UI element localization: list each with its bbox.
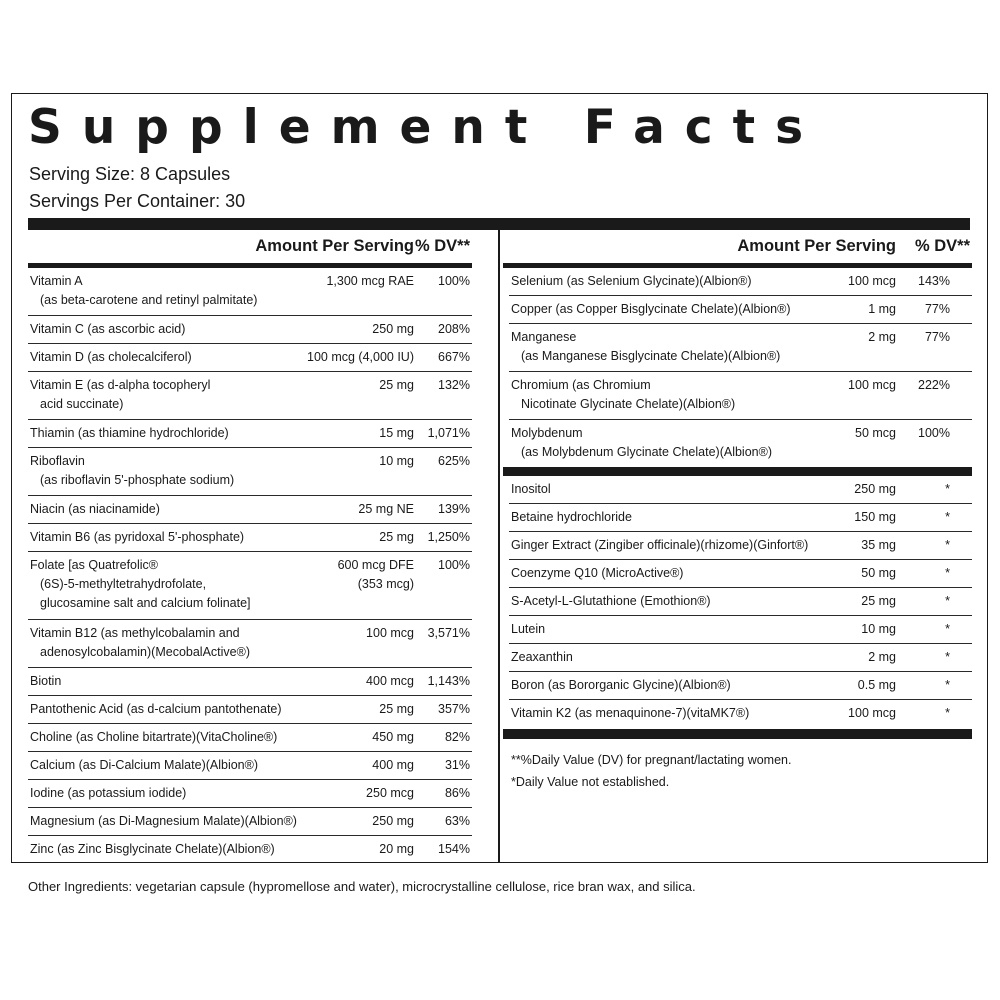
- nutrient-row: [28, 696, 472, 724]
- nutrient-amount: 2 mg: [868, 329, 896, 344]
- nutrient-amount: 50 mg: [861, 565, 896, 580]
- nutrient-row: [28, 552, 472, 620]
- nutrient-amount: 250 mg: [372, 321, 414, 336]
- footnotes: [509, 749, 972, 793]
- nutrient-name: Vitamin C (as ascorbic acid): [30, 321, 186, 336]
- nutrient-row: [509, 324, 972, 372]
- nutrient-name: Riboflavin: [30, 453, 85, 468]
- nutrient-name: Iodine (as potassium iodide): [30, 785, 187, 800]
- nutrient-row: [28, 448, 472, 496]
- nutrient-dv: 3,571%: [427, 625, 470, 640]
- nutrient-dv: 357%: [438, 701, 470, 716]
- nutrient-name: Vitamin B6 (as pyridoxal 5'-phosphate): [30, 529, 245, 544]
- nutrient-row: [28, 268, 472, 316]
- nutrient-amount: 450 mg: [372, 729, 414, 744]
- serving-size: Serving Size: 8 Capsules: [29, 164, 231, 184]
- nutrient-dv: *: [945, 621, 950, 636]
- nutrient-dv: 1,071%: [427, 425, 470, 440]
- nutrient-amount: 100 mcg: [848, 705, 896, 720]
- nutrient-amount: 20 mg: [379, 841, 414, 856]
- nutrient-name: Vitamin B12 (as methylcobalamin and: [30, 625, 240, 640]
- nutrient-name: Copper (as Copper Bisglycinate Chelate)(Albion®): [511, 301, 791, 316]
- nutrient-dv: *: [945, 481, 950, 496]
- section-divider-bar: [503, 467, 972, 476]
- nutrient-dv: 1,250%: [427, 529, 470, 544]
- dv-header: % DV**: [914, 237, 970, 255]
- nutrient-amount: 250 mg: [372, 813, 414, 828]
- nutrient-amount: 25 mg: [861, 593, 896, 608]
- dv-header: % DV**: [414, 237, 470, 255]
- nutrient-dv: *: [945, 593, 950, 608]
- dv-footnote: **%Daily Value (DV) for pregnant/lactating women.: [511, 752, 792, 767]
- nutrient-amount: 2 mg: [868, 649, 896, 664]
- nutrient-amount-primary: 600 mcg DFE: [337, 557, 414, 572]
- nutrient-amount: 100 mcg: [848, 273, 896, 288]
- nutrient-dv: *: [945, 537, 950, 552]
- servings-per-container: Servings Per Container: 30: [29, 191, 246, 211]
- panel-title: Supplement Facts: [28, 100, 824, 155]
- nutrient-name: Molybdenum: [511, 425, 583, 440]
- footnote-divider-bar: [503, 729, 972, 739]
- nutrient-name: Folate [as Quatrefolic®: [30, 557, 159, 572]
- nutrient-row: [509, 532, 972, 560]
- nutrient-name: S-Acetyl-L-Glutathione (Emothion®): [511, 593, 711, 608]
- nutrient-amount: 25 mg: [379, 701, 414, 716]
- nutrient-dv: 100%: [438, 273, 470, 288]
- nutrient-name: Magnesium (as Di-Magnesium Malate)(Albion®): [30, 813, 297, 828]
- nutrient-amount-secondary: (353 mcg): [357, 576, 414, 591]
- nutrient-name: Calcium (as Di-Calcium Malate)(Albion®): [30, 757, 259, 772]
- nutrient-name-detail: adenosylcobalamin)(MecobalActive®): [40, 644, 250, 659]
- nutrient-row: [28, 620, 472, 668]
- nutrient-name: Selenium (as Selenium Glycinate)(Albion®): [511, 273, 752, 288]
- nutrient-amount: 50 mcg: [855, 425, 896, 440]
- nutrient-name-detail: (6S)-5-methyltetrahydrofolate,: [40, 576, 207, 591]
- right-column-header: [509, 230, 972, 263]
- nutrient-row: [28, 316, 472, 344]
- nutrient-row: [509, 296, 972, 324]
- nutrient-row: [509, 672, 972, 700]
- nutrient-amount: 1,300 mcg RAE: [326, 273, 414, 288]
- nutrient-dv: 143%: [918, 273, 950, 288]
- nutrient-name: Inositol: [511, 481, 551, 496]
- nutrient-row: [509, 588, 972, 616]
- nutrient-dv: 1,143%: [427, 673, 470, 688]
- header-divider-bar: [28, 218, 970, 230]
- nutrient-dv: *: [945, 649, 950, 664]
- nutrient-row: [28, 420, 472, 448]
- nutrient-name: Vitamin D (as cholecalciferol): [30, 349, 192, 364]
- nutrient-name: Pantothenic Acid (as d-calcium pantothenate): [30, 701, 282, 716]
- nutrient-dv: 100%: [438, 557, 470, 572]
- amount-per-serving-header: Amount Per Serving: [255, 237, 414, 255]
- nutrient-name-detail: (as beta-carotene and retinyl palmitate): [40, 292, 258, 307]
- nutrient-amount: 0.5 mg: [857, 677, 896, 692]
- nutrient-amount: 250 mcg: [366, 785, 414, 800]
- nutrient-row: [28, 808, 472, 836]
- nutrient-row: [28, 496, 472, 524]
- nutrient-amount: 25 mg: [379, 529, 414, 544]
- nutrient-name-detail: (as riboflavin 5'-phosphate sodium): [40, 472, 235, 487]
- nutrient-name-detail: acid succinate): [40, 396, 124, 411]
- nutrient-row: [509, 420, 972, 467]
- nutrient-amount: 100 mcg (4,000 IU): [307, 349, 414, 364]
- nutrient-amount: 250 mg: [854, 481, 896, 496]
- amount-per-serving-header: Amount Per Serving: [737, 237, 896, 255]
- nutrient-row: [28, 780, 472, 808]
- nutrient-name: Coenzyme Q10 (MicroActive®): [511, 565, 684, 580]
- column-divider: [498, 230, 500, 863]
- nutrient-dv: 86%: [444, 785, 470, 800]
- nutrient-dv: 154%: [438, 841, 470, 856]
- nutrient-amount: 35 mg: [861, 537, 896, 552]
- nutrient-amount: 400 mg: [372, 757, 414, 772]
- nutrient-amount: 25 mg: [379, 377, 414, 392]
- nutrient-row: [28, 344, 472, 372]
- nutrient-row: [509, 372, 972, 420]
- not-established-footnote: *Daily Value not established.: [511, 774, 670, 789]
- nutrient-dv: *: [945, 705, 950, 720]
- other-ingredients: Other Ingredients: vegetarian capsule (hypromellose and water), microcrystalline cellulose, rice bran wax, and silica.: [28, 879, 696, 894]
- nutrient-dv: 139%: [438, 501, 470, 516]
- right-nutrient-column: [509, 230, 972, 793]
- nutrient-amount: 1 mg: [868, 301, 896, 316]
- left-nutrient-column: [28, 230, 472, 863]
- nutrient-name: Niacin (as niacinamide): [30, 501, 160, 516]
- nutrient-row: [28, 724, 472, 752]
- nutrient-row: [28, 372, 472, 420]
- nutrient-dv: 77%: [924, 329, 950, 344]
- nutrient-row: [28, 752, 472, 780]
- nutrient-name: Chromium (as Chromium: [511, 377, 651, 392]
- nutrient-name: Vitamin K2 (as menaquinone-7)(vitaMK7®): [511, 705, 750, 720]
- nutrient-dv: 208%: [438, 321, 470, 336]
- nutrient-dv: 667%: [438, 349, 470, 364]
- nutrient-amount: 400 mcg: [366, 673, 414, 688]
- nutrient-name-detail: glucosamine salt and calcium folinate]: [40, 595, 251, 610]
- nutrient-name-detail: Nicotinate Glycinate Chelate)(Albion®): [521, 396, 736, 411]
- nutrient-amount: 150 mg: [854, 509, 896, 524]
- nutrient-name: Vitamin A: [30, 273, 83, 288]
- nutrient-row: [28, 836, 472, 863]
- nutrient-amount: 10 mg: [861, 621, 896, 636]
- nutrient-dv: 132%: [438, 377, 470, 392]
- nutrient-dv: 82%: [444, 729, 470, 744]
- nutrient-dv: *: [945, 565, 950, 580]
- nutrient-name: Ginger Extract (Zingiber officinale)(rhizome)(Ginfort®): [511, 537, 809, 552]
- nutrient-amount: [338, 556, 414, 594]
- nutrient-dv: *: [945, 677, 950, 692]
- nutrient-name: Vitamin E (as d-alpha tocopheryl: [30, 377, 211, 392]
- nutrient-amount: 15 mg: [379, 425, 414, 440]
- nutrient-name: Choline (as Choline bitartrate)(VitaCholine®): [30, 729, 278, 744]
- nutrient-row: [28, 668, 472, 696]
- nutrient-name: Betaine hydrochloride: [511, 509, 632, 524]
- nutrient-name: Zinc (as Zinc Bisglycinate Chelate)(Albion®): [30, 841, 275, 856]
- nutrient-dv: 63%: [444, 813, 470, 828]
- nutrient-dv: 31%: [444, 757, 470, 772]
- nutrient-amount: 100 mcg: [366, 625, 414, 640]
- nutrient-dv: 222%: [918, 377, 950, 392]
- nutrient-name-detail: (as Manganese Bisglycinate Chelate)(Albion®): [521, 348, 781, 363]
- nutrient-row: [28, 524, 472, 552]
- nutrient-row: [509, 616, 972, 644]
- nutrient-name: Lutein: [511, 621, 546, 636]
- nutrient-name: Boron (as Bororganic Glycine)(Albion®): [511, 677, 731, 692]
- nutrient-row: [509, 644, 972, 672]
- left-column-header: [28, 230, 472, 263]
- nutrient-name: Manganese: [511, 329, 577, 344]
- nutrient-row: [509, 476, 972, 504]
- nutrient-row: [509, 560, 972, 588]
- nutrient-name: Thiamin (as thiamine hydrochloride): [30, 425, 229, 440]
- nutrient-amount: 25 mg NE: [358, 501, 414, 516]
- nutrient-amount: 10 mg: [379, 453, 414, 468]
- nutrient-name: Zeaxanthin: [511, 649, 573, 664]
- nutrient-dv: 100%: [918, 425, 950, 440]
- nutrient-name: Biotin: [30, 673, 62, 688]
- nutrient-dv: 77%: [924, 301, 950, 316]
- nutrient-dv: *: [945, 509, 950, 524]
- nutrient-row: [509, 700, 972, 727]
- nutrient-name-detail: (as Molybdenum Glycinate Chelate)(Albion®): [521, 444, 772, 459]
- nutrient-row: [509, 504, 972, 532]
- nutrient-dv: 625%: [438, 453, 470, 468]
- nutrient-amount: 100 mcg: [848, 377, 896, 392]
- nutrient-row: [509, 268, 972, 296]
